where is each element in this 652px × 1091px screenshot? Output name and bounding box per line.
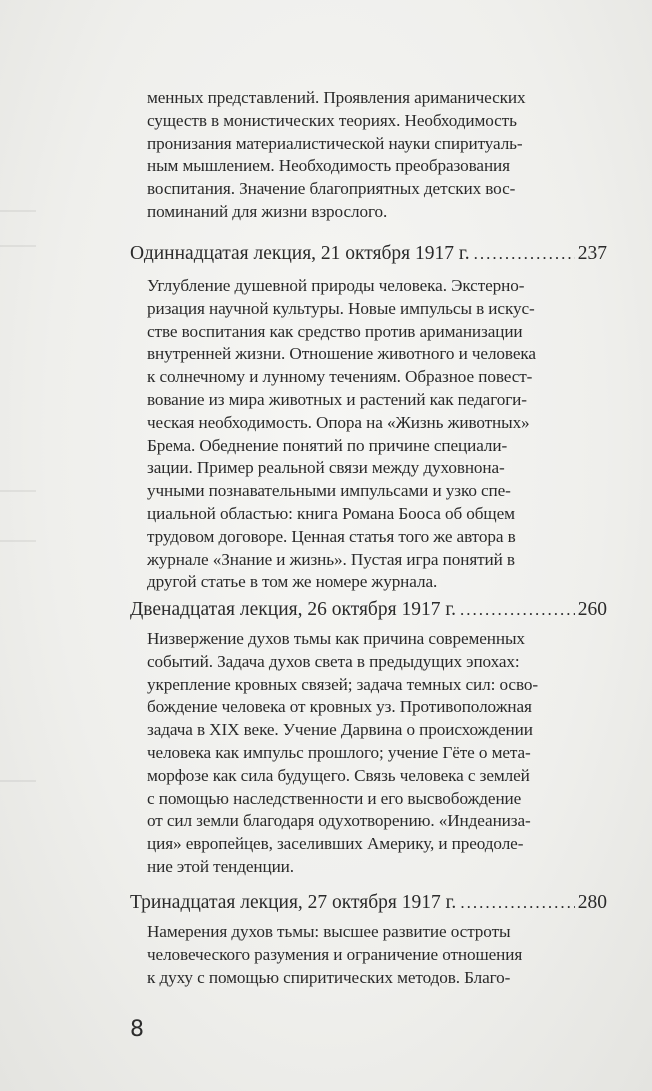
text-line: вование из мира животных и растений как педагоги- (147, 389, 527, 409)
dot-leader (460, 601, 575, 618)
bleed-through-mark (0, 245, 36, 247)
dot-leader (474, 245, 575, 262)
text-line: ние этой тенденции. (147, 856, 294, 876)
text-line: ным мышлением. Необходимость преобразования (147, 156, 510, 176)
text-line: от сил земли благодаря одухотворению. «Индеаниза- (147, 811, 531, 831)
text-line: журнале «Знание и жизнь». Пустая игра понятий в (147, 549, 515, 569)
text-line: Углубление душевной природы человека. Экстерно- (147, 276, 525, 295)
toc-entry-description (147, 275, 610, 594)
bleed-through-mark (0, 490, 36, 492)
text-line: воспитания. Значение благоприятных детских вос- (147, 179, 516, 199)
text-line: внутренней жизни. Отношение животного и человека (147, 344, 536, 364)
toc-page-number: 237 (577, 243, 607, 264)
intro-description (147, 87, 610, 224)
text-line: учными познавательными импульсами и узко спе- (147, 481, 511, 501)
text-line: трудовом договоре. Ценная статья того же автора в (147, 526, 516, 546)
toc-entry-title: Тринадцатая лекция, 27 октября 1917 г. (130, 892, 457, 913)
bleed-through-mark (0, 210, 36, 212)
text-line: ция» европейцев, заселивших Америку, и преодоле- (147, 834, 524, 854)
dot-leader (460, 894, 574, 911)
toc-page-number: 280 (577, 892, 607, 913)
bleed-through-mark (0, 780, 36, 782)
text-line: существ в монистических теориях. Необходимость (147, 110, 517, 130)
text-line: Брема. Обеднение понятий по причине специали- (147, 435, 508, 455)
toc-entry-lecture-13 (130, 892, 607, 918)
toc-entry-title: Одиннадцатая лекция, 21 октября 1917 г. (130, 243, 470, 264)
text-line: к солнечному и лунному течениям. Образное повест- (147, 367, 533, 387)
bleed-through-mark (0, 540, 36, 542)
text-line: менных представлений. Проявления ариманических (147, 88, 526, 107)
text-line: циальной областью: книга Романа Бооса об общем (147, 503, 515, 523)
text-line: ческая необходимость. Опора на «Жизнь животных» (147, 412, 530, 432)
text-line: поминаний для жизни взрослого. (147, 201, 388, 221)
text-line: бождение человека от кровных уз. Противоположная (147, 697, 532, 717)
text-line: зации. Пример реальной связи между духовнона- (147, 458, 505, 478)
text-line: стве воспитания как средство против ариманизации (147, 321, 523, 341)
toc-entry-title: Двенадцатая лекция, 26 октября 1917 г. (130, 599, 456, 620)
toc-entry-lecture-11 (130, 243, 607, 269)
toc-entry-description (147, 628, 610, 879)
text-line: задача в XIX веке. Учение Дарвина о происхождении (147, 720, 533, 740)
text-line: другой статье в том же номере журнала. (147, 572, 438, 592)
toc-entry-lecture-12 (130, 599, 607, 625)
toc-entry-description (147, 921, 610, 989)
text-line: морфозе как сила будущего. Связь человека с землей (147, 765, 530, 785)
toc-page-number: 260 (577, 599, 607, 620)
text-line: событий. Задача духов света в предыдущих эпохах: (147, 651, 520, 671)
page-number: 8 (130, 1017, 144, 1042)
text-line: человека как импульс прошлого; учение Гёте о мета- (147, 742, 531, 762)
text-line: ризация научной культуры. Новые импульсы в искус- (147, 298, 535, 318)
text-line: человеческого разумения и ограничение отношения (147, 944, 523, 964)
text-line: Намерения духов тьмы: высшее развитие остроты (147, 922, 511, 941)
text-line: укрепление кровных связей; задача темных сил: осво- (147, 674, 538, 694)
text-line: Низвержение духов тьмы как причина современных (147, 629, 525, 648)
text-line: к духу с помощью спиритических методов. Благо- (147, 967, 511, 987)
text-line: пронизания материалистической науки спиритуаль- (147, 133, 523, 153)
text-line: с помощью наследственности и его высвобождение (147, 788, 522, 808)
